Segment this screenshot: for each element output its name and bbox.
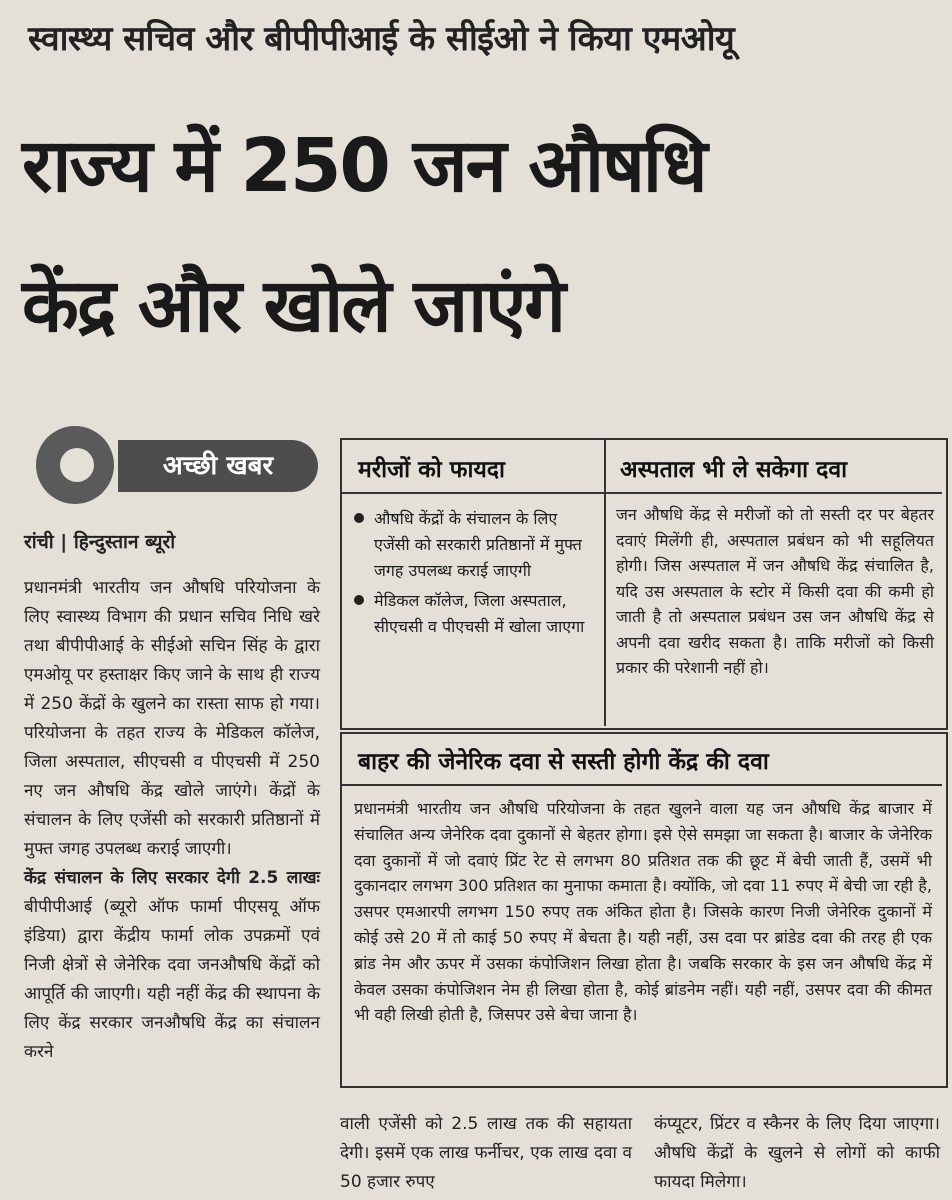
- smiley-face-icon: [60, 448, 94, 482]
- list-item-text: औषधि केंद्रों के संचालन के लिए एजेंसी को सरकारी प्रतिष्ठानों में मुफ्त जगह उपलब्ध कराई जाएगी: [374, 509, 582, 580]
- bullet-icon: [354, 513, 364, 523]
- headline-line-2: केंद्र और खोले जाएंगे: [22, 263, 564, 349]
- generic-title-rule: [342, 784, 942, 786]
- generic-box-text: प्रधानमंत्री भारतीय जन औषधि परियोजना के तहत खुलने वाला यह जन औषधि केंद्र बाजार में संचालित अन्य जेनेरिक दवा दुकानों से बेहतर होगा। इसे ऐसे समझा जा सकता है। बाजार के जेनेरिक दवा दुकानों में जो दवाएं प्रिंट रेट से लगभग 80 प्रतिशत तक की छूट में बेची जाती हैं, उसमें भी दुकानदार लगभग 300 प्रतिशत का मुनाफा कमाता है। क्योंकि, जो दवा 11 रुपए में बेची जा रही है, उसपर एमआरपी लगभग 150 रुपए तक अंकित होता है। जिसके कारण निजी जेनेरिक दुकानों में कोई उसे 20 में तो काई 50 रुपए में बेचता है। यही नहीं, उस दवा पर ब्रांडेड दवा की तरह ही एक ब्रांड नेम और ऊपर में उसका कंपोजिशन लिखा होता है। जबकि सरकार के इस जन औषधि केंद्र में केवल उसका कंपोजिशन नेम ही लिखा होता है, कोई ब्रांडनेम नहीं। यही नहीं, उसपर दवा की कीमत भी वही लिखी होती है, जिसपर उसे बेचा जाना है।: [354, 799, 932, 1025]
- headline-line-1: राज्य में 250 जन औषधि: [22, 123, 706, 209]
- article-para-2: बीपीपीआई (ब्यूरो ऑफ फार्मा पीएसयू ऑफ इंडिया) द्वारा केंद्रीय फार्मा लोक उपक्रमों एवं निजी क्षेत्रों से जेनेरिक दवा जनऔषधि केंद्रों को आपूर्ति की जाएगी। यही नहीं केंद्र की स्थापना के लिए केंद्र सरकार जनऔषधि केंद्र का संचालन करने: [24, 897, 320, 1062]
- article-subhead: केंद्र संचालन के लिए सरकार देगी 2.5 लाखः: [24, 868, 320, 888]
- list-item: [352, 588, 592, 640]
- list-item: [352, 506, 592, 584]
- box-divider: [604, 440, 606, 726]
- dateline: रांची | हिन्दुस्तान ब्यूरो: [24, 531, 176, 553]
- article-column-1: [24, 574, 320, 1067]
- kicker-headline: स्वास्थ्य सचिव और बीपीपीआई के सीईओ ने किया एमओयू: [28, 19, 735, 59]
- article-bottom-col-2: कंप्यूटर, प्रिंटर व स्कैनर के लिए दिया जाएगा। औषधि केंद्रों के खुलने से लोगों को काफी फायदा मिलेगा।: [654, 1114, 940, 1192]
- generic-box-title: बाहर की जेनेरिक दवा से सस्ती होगी केंद्र की दवा: [358, 749, 769, 775]
- list-item-text: मेडिकल कॉलेज, जिला अस्पताल, सीएचसी व पीएचसी में खोला जाएगा: [374, 591, 585, 636]
- hospital-title-rule: [606, 492, 942, 494]
- benefits-box-title: मरीजों को फायदा: [358, 457, 505, 483]
- benefits-list: [352, 506, 592, 644]
- benefits-title-rule: [342, 492, 604, 494]
- hospital-box-text: जन औषधि केंद्र से मरीजों को तो सस्ती दर पर बेहतर दवाएं मिलेंगी ही, अस्पताल प्रबंधन को भी सहूलियत होगी। जिस अस्पताल में जन औषधि केंद्र संचालित है, यदि उस अस्पताल के स्टोर में किसी दवा की कमी हो जाती है तो अस्पताल प्रबंधन उस जन औषधि केंद्र से अपनी दवा खरीद सकता है। ताकि मरीजों को किसी प्रकार की परेशानी नहीं हो।: [616, 505, 934, 677]
- article-bottom-col-1: वाली एजेंसी को 2.5 लाख तक की सहायता देगी। इसमें एक लाख फर्नीचर, एक लाख दवा व 50 हजार रुपए: [340, 1114, 632, 1192]
- good-news-label: अच्छी खबर: [118, 440, 318, 492]
- hospital-box-title: अस्पताल भी ले सकेगा दवा: [620, 457, 848, 483]
- bullet-icon: [354, 595, 364, 605]
- article-para-1: प्रधानमंत्री भारतीय जन औषधि परियोजना के लिए स्वास्थ्य विभाग की प्रधान सचिव निधि खरे तथा बीपीपीआई के सीईओ सचिन सिंह के द्वारा एमओयू पर हस्ताक्षर किए जाने के साथ ही राज्य में 250 केंद्रों के खुलने का रास्ता साफ हो गया। परियोजना के तहत राज्य के मेडिकल कॉलेज, जिला अस्पताल, सीएचसी व पीएचसी में 250 नए जन औषधि केंद्र खोले जाएंगे। केंद्रों के संचालन के लिए एजेंसी को सरकारी प्रतिष्ठानों में मुफ्त जगह उपलब्ध कराई जाएगी।: [24, 578, 320, 859]
